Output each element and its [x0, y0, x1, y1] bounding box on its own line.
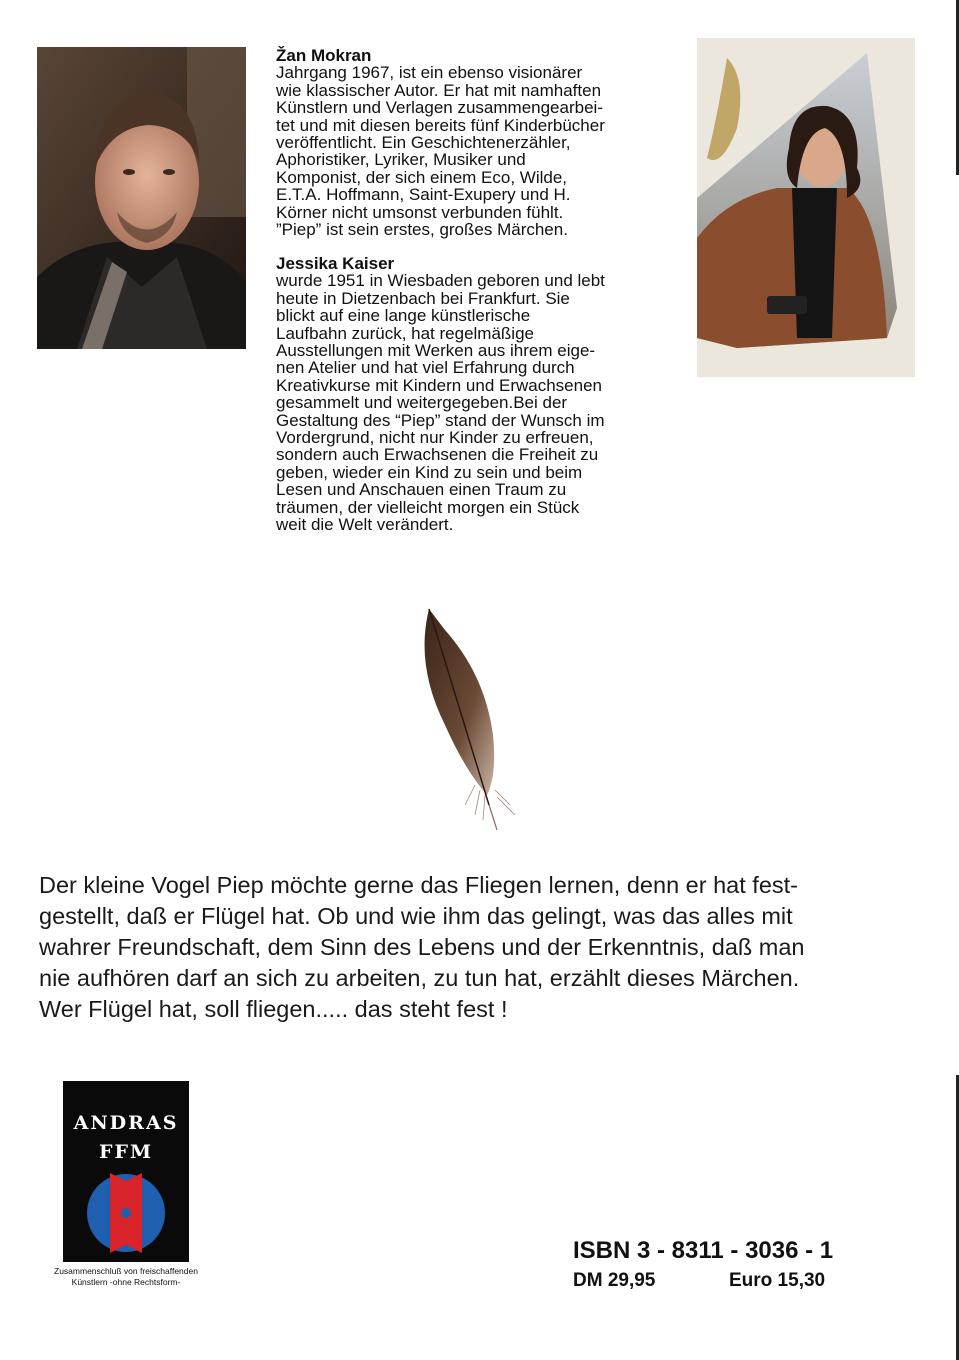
illustrator-bio-text: wurde 1951 in Wiesbaden geboren und lebt heute in Dietzenbach bei Frankfurt. Sie blickt auf eine lange künstlerische Laufbahn zurück, hat regelmäßige Ausstellungen mit Werken aus ihrem eige- nen Atelier und hat viel Erfahrung durch Kreativkurse mit Kindern und Erwachsenen gesammelt und weitergegeben.Bei der Gestaltung des “Piep” stand der Wunsch im Vordergrund, nicht nur Kinder zu erfreuen, sondern auch Erwachsenen die Freiheit zu geben, wieder ein Kind zu sein und beim Lesen und Anschauen einen Traum zu träumen, der vielleicht morgen ein Stück weit die Welt verändert. [276, 271, 605, 535]
logo-line2: FFM [98, 1141, 154, 1163]
publisher-logo [63, 1081, 189, 1262]
price-dm: DM 29,95 [573, 1270, 656, 1291]
illustrator-name: Jessika Kaiser [276, 254, 395, 273]
feather-illustration [405, 605, 535, 835]
illustrator-bio [276, 255, 676, 534]
illustrator-portrait-image [697, 38, 915, 377]
book-blurb: Der kleine Vogel Piep möchte gerne das Fliegen lernen, denn er hat fest- gestellt, daß er Flügel hat. Ob und wie ihm das gelingt, was das alles mit wahrer Freundschaft, dem Sinn des Lebens und der Erkenntnis, daß man nie aufhören darf an sich zu arbeiten, zu tun hat, erzählt dieses Märchen. Wer Flügel hat, soll fliegen..... das steht fest ! [39, 872, 805, 1022]
author-bio-text: Jahrgang 1967, ist ein ebenso visionärer wie klassischer Autor. Er hat mit namhaften Künstlern und Verlagen zusammengearbei- tet und mit diesen bereits fünf Kinderbücher veröffentlicht. Ein Geschichtenerzähler, Aphoristiker, Lyriker, Musiker und Komponist, der sich einem Eco, Wilde, E.T.A. Hoffmann, Saint-Exupery und H. Körner nicht umsonst verbunden fühlt. ”Piep” ist sein erstes, großes Märchen. [276, 63, 605, 240]
publisher-caption: Zusammenschluß von freischaffenden Künstlern -ohne Rechtsform- [54, 1266, 198, 1287]
author-photo [37, 47, 246, 349]
price-euro: Euro 15,30 [729, 1270, 826, 1291]
author-bio [276, 47, 676, 238]
andras-logo-image [63, 1081, 189, 1262]
isbn: ISBN 3 - 8311 - 3036 - 1 [573, 1237, 834, 1264]
author-portrait-image [37, 47, 246, 349]
feather-image [405, 605, 535, 835]
author-name: Žan Mokran [276, 46, 372, 65]
logo-line1: ANDRAS [73, 1112, 179, 1134]
illustrator-photo [697, 38, 915, 377]
